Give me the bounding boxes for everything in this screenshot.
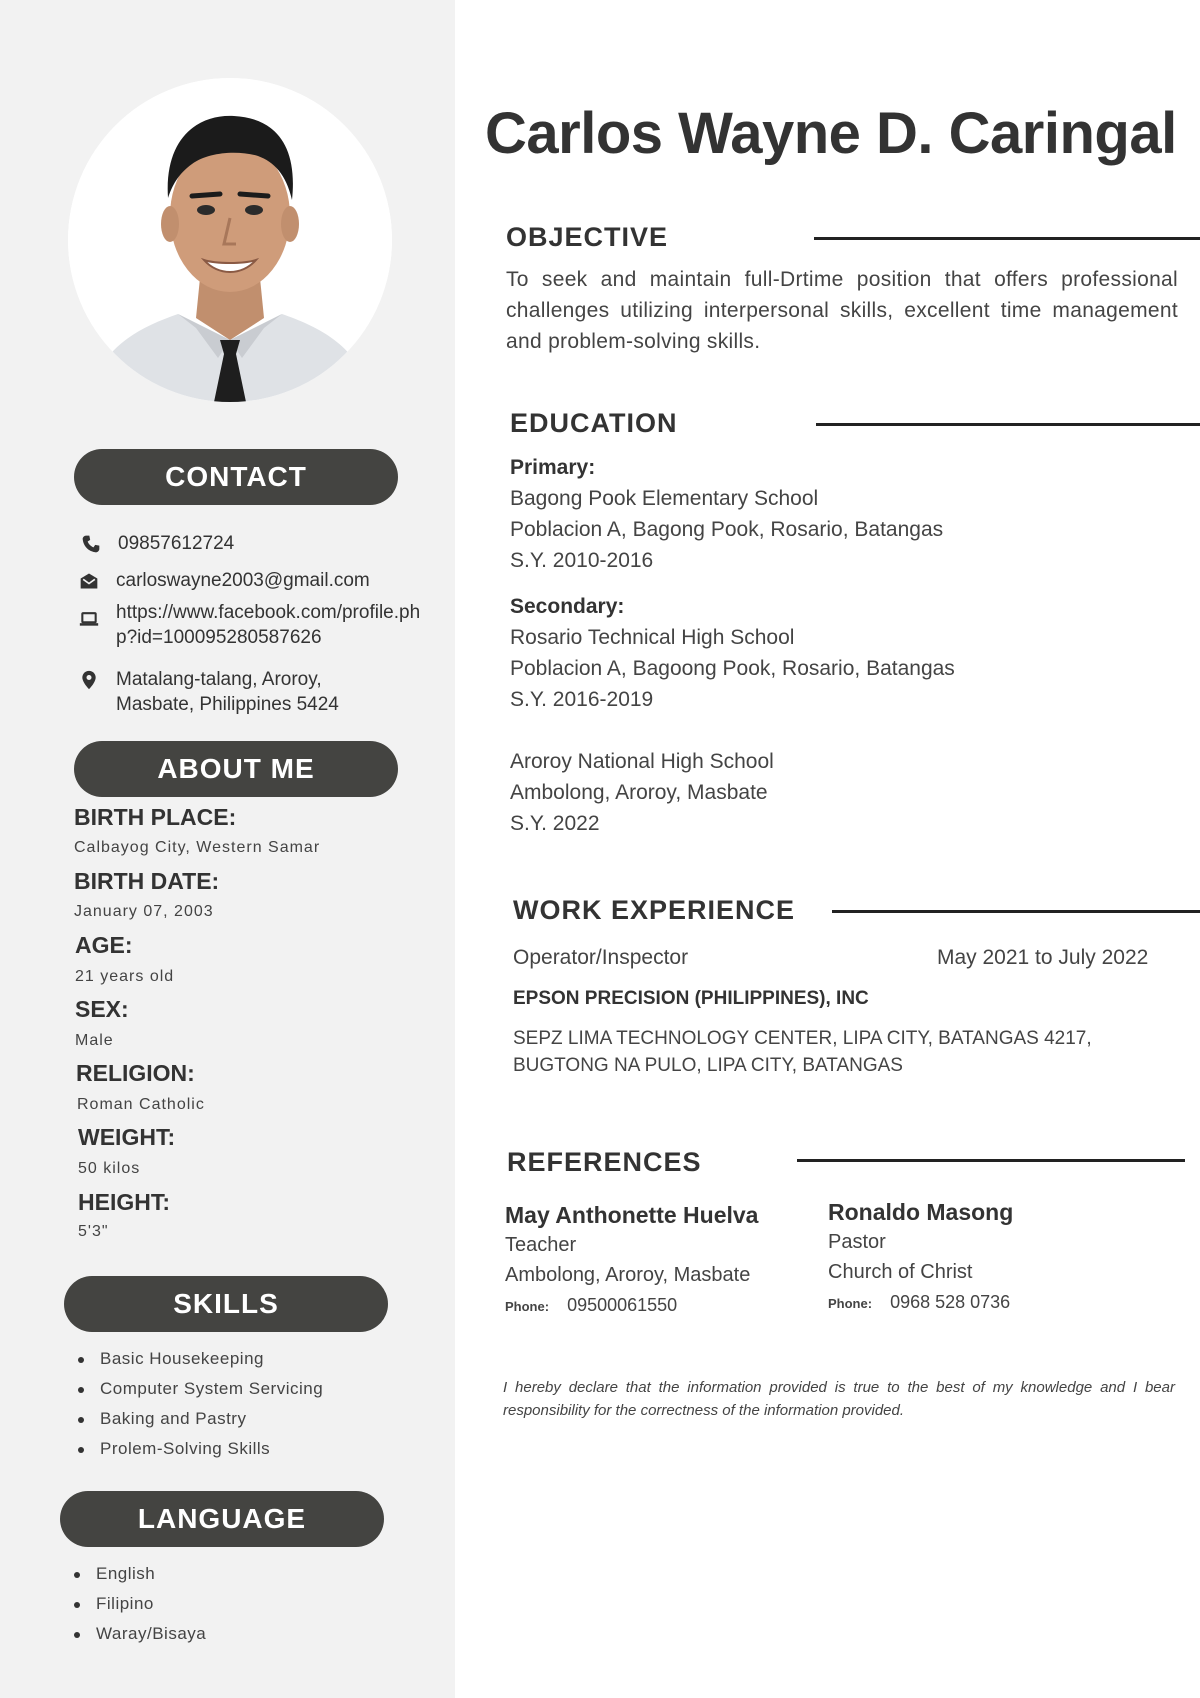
work-date: May 2021 to July 2022 xyxy=(937,946,1149,969)
reference-1-phone-label: Phone: xyxy=(505,1299,550,1314)
list-item: Basic Housekeeping xyxy=(74,1344,323,1374)
objective-divider xyxy=(814,237,1200,240)
primary-school: Bagong Pook Elementary School xyxy=(510,487,819,510)
reference-1-place: Ambolong, Aroroy, Masbate xyxy=(505,1264,751,1286)
email-address[interactable]: carloswayne2003@gmail.com xyxy=(116,570,370,591)
height-label: HEIGHT: xyxy=(78,1189,170,1215)
secondary2-school: Aroroy National High School xyxy=(510,750,774,773)
contact-email xyxy=(78,568,370,593)
references-heading: REFERENCES xyxy=(507,1147,702,1177)
profile-photo-illustration xyxy=(68,78,392,402)
reference-2-phone-number: 0968 528 0736 xyxy=(890,1292,1011,1312)
birth-place-value: Calbayog City, Western Samar xyxy=(74,839,321,856)
list-item: Waray/Bisaya xyxy=(70,1619,206,1649)
age-value: 21 years old xyxy=(75,968,175,985)
objective-heading: OBJECTIVE xyxy=(506,222,669,252)
sidebar xyxy=(0,0,455,1698)
secondary-school: Rosario Technical High School xyxy=(510,626,795,649)
full-name: Carlos Wayne D. Caringal xyxy=(485,101,1177,166)
phone-number: 09857612724 xyxy=(118,533,235,554)
reference-1 xyxy=(505,1200,758,1322)
language-list xyxy=(70,1559,206,1649)
address-text xyxy=(116,667,339,717)
secondary-label: Secondary: xyxy=(510,595,625,618)
address-line-2: Masbate, Philippines 5424 xyxy=(116,694,339,715)
birth-place-label: BIRTH PLACE: xyxy=(74,804,237,830)
reference-2-place: Church of Christ xyxy=(828,1261,973,1283)
sex-value: Male xyxy=(75,1032,114,1049)
work-company: EPSON PRECISION (PHILIPPINES), INC xyxy=(513,988,869,1009)
reference-1-name: May Anthonette Huelva xyxy=(505,1202,759,1228)
contact-address xyxy=(78,667,339,717)
birth-date-label: BIRTH DATE: xyxy=(74,868,220,894)
profile-photo xyxy=(68,78,392,402)
education-primary xyxy=(510,452,943,576)
weight-value: 50 kilos xyxy=(78,1160,141,1177)
list-item: Baking and Pastry xyxy=(74,1404,323,1434)
contact-heading: CONTACT xyxy=(74,449,398,505)
objective-text: To seek and maintain full-Drtime position that offers professional challenges utilizing interpersonal skills, excellent time management and problem-solving skills. xyxy=(506,268,1178,353)
address-line-1: Matalang-talang, Aroroy, xyxy=(116,669,322,690)
primary-year: S.Y. 2010-2016 xyxy=(510,549,654,572)
language-heading: LANGUAGE xyxy=(60,1491,384,1547)
work-experience-heading: WORK EXPERIENCE xyxy=(513,895,796,925)
envelope-icon xyxy=(78,570,100,592)
religion-label: RELIGION: xyxy=(76,1060,195,1086)
education-secondary-2 xyxy=(510,746,774,839)
skills-list xyxy=(74,1344,323,1464)
reference-1-phone xyxy=(505,1290,758,1322)
reference-2 xyxy=(828,1197,1013,1319)
education-secondary xyxy=(510,591,955,715)
about-me-heading: ABOUT ME xyxy=(74,741,398,797)
age-label: AGE: xyxy=(75,932,133,958)
reference-2-name: Ronaldo Masong xyxy=(828,1199,1014,1225)
declaration-statement: I hereby declare that the information provided is true to the best of my knowledge and I bear responsibility for the correctness of the information provided. xyxy=(503,1379,1175,1419)
work-address: SEPZ LIMA TECHNOLOGY CENTER, LIPA CITY, BATANGAS 4217, BUGTONG NA PULO, LIPA CITY, BATANGAS xyxy=(513,1028,1092,1076)
work-role: Operator/Inspector xyxy=(513,946,689,969)
education-heading: EDUCATION xyxy=(510,408,678,438)
work-experience-divider xyxy=(832,910,1200,913)
list-item: Prolem-Solving Skills xyxy=(74,1434,323,1464)
contact-phone xyxy=(80,531,234,556)
primary-label: Primary: xyxy=(510,456,596,479)
reference-1-phone-number: 09500061550 xyxy=(567,1295,678,1315)
secondary2-year: S.Y. 2022 xyxy=(510,812,600,835)
location-pin-icon xyxy=(78,669,100,691)
phone-icon xyxy=(80,533,102,555)
secondary2-address: Ambolong, Aroroy, Masbate xyxy=(510,781,768,804)
primary-address: Poblacion A, Bagong Pook, Rosario, Batangas xyxy=(510,518,944,541)
reference-2-phone xyxy=(828,1287,1013,1319)
laptop-icon xyxy=(78,608,100,630)
reference-2-phone-label: Phone: xyxy=(828,1296,873,1311)
secondary-address: Poblacion A, Bagoong Pook, Rosario, Batangas xyxy=(510,657,955,680)
list-item: Filipino xyxy=(70,1589,206,1619)
weight-label: WEIGHT: xyxy=(78,1124,176,1150)
references-divider xyxy=(797,1159,1185,1162)
sex-label: SEX: xyxy=(75,996,129,1022)
list-item: Computer System Servicing xyxy=(74,1374,323,1404)
secondary-year: S.Y. 2016-2019 xyxy=(510,688,654,711)
contact-facebook xyxy=(78,600,438,650)
list-item: English xyxy=(70,1559,206,1589)
skills-heading: SKILLS xyxy=(64,1276,388,1332)
education-divider xyxy=(816,423,1200,426)
facebook-link[interactable]: https://www.facebook.com/profile.php?id=100095280587626 xyxy=(116,602,421,648)
religion-value: Roman Catholic xyxy=(77,1096,205,1113)
birth-date-value: January 07, 2003 xyxy=(74,903,214,920)
reference-1-role: Teacher xyxy=(505,1234,577,1256)
height-value: 5'3" xyxy=(78,1223,109,1240)
reference-2-role: Pastor xyxy=(828,1231,886,1253)
